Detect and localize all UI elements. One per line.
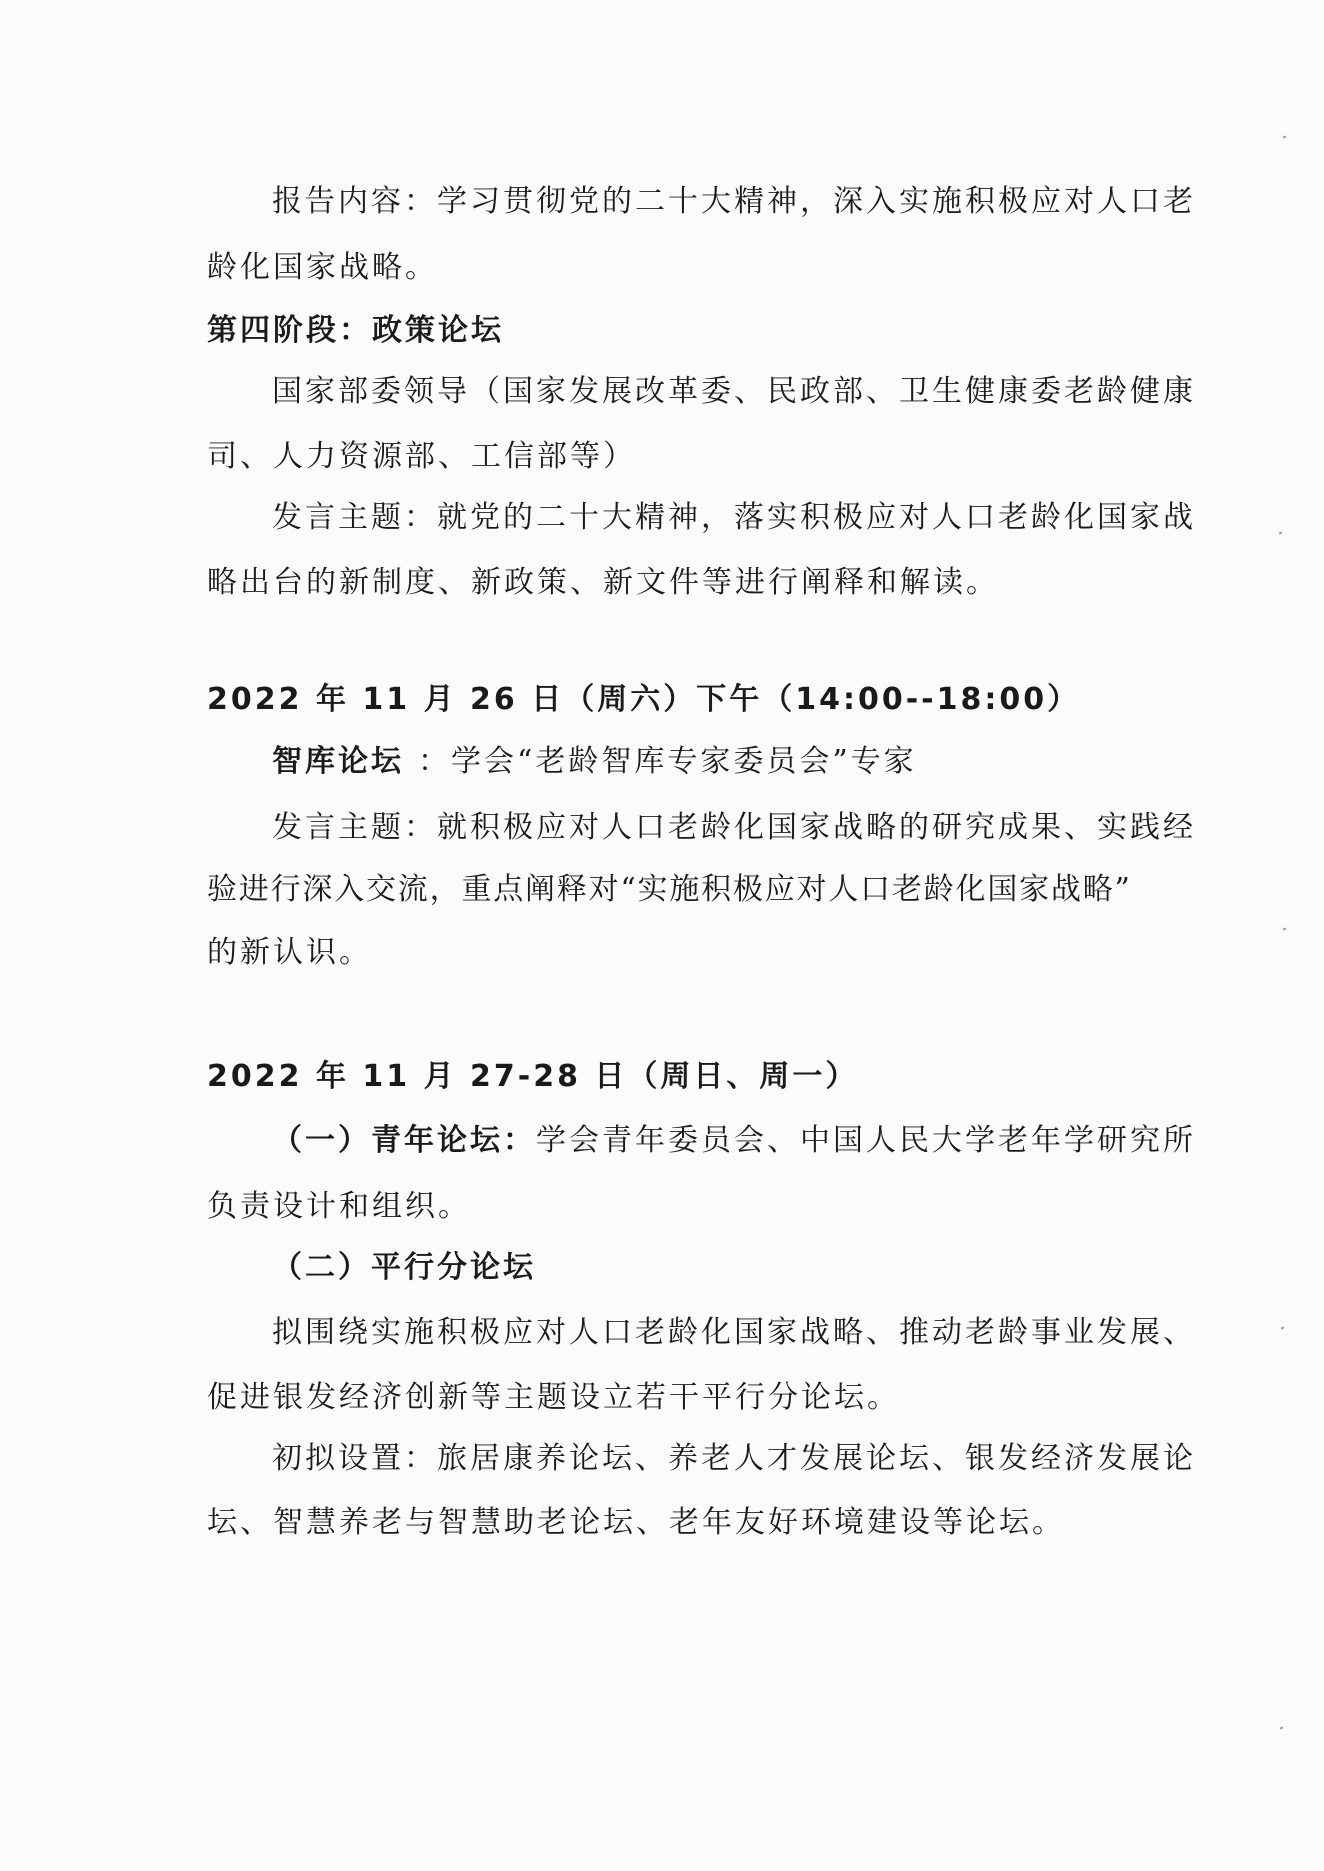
ministry-leaders-line-1: 国家部委领导（国家发展改革委、民政部、卫生健康委老龄健康 [272, 374, 1196, 409]
scan-speck [1281, 1326, 1285, 1329]
section-heading-stage-four: 第四阶段：政策论坛 [207, 313, 504, 348]
ministry-leaders-line-2: 司、人力资源部、工信部等） [207, 439, 636, 474]
parallel-forum-line-1: 拟围绕实施积极应对人口老龄化国家战略、推动老龄事业发展、 [272, 1315, 1196, 1350]
think-tank-forum-label: 智库论坛 [272, 744, 404, 779]
parallel-forum-heading: （二）平行分论坛 [272, 1250, 536, 1285]
preliminary-setup-line-2: 坛、智慧养老与智慧助老论坛、老年友好环境建设等论坛。 [207, 1505, 1065, 1540]
date-heading-nov-27-28: 2022 年 11 月 27-28 日（周日、周一） [207, 1059, 859, 1094]
date-heading-nov-26: 2022 年 11 月 26 日（周六）下午（14:00--18:00） [207, 682, 1081, 717]
speech-topic-line-2: 略出台的新制度、新政策、新文件等进行阐释和解读。 [207, 565, 999, 600]
report-content-line-2: 龄化国家战略。 [207, 250, 438, 285]
think-tank-topic-line-1: 发言主题：就积极应对人口老龄化国家战略的研究成果、实践经 [272, 810, 1196, 845]
scan-speck [1283, 927, 1287, 930]
scan-speck [1279, 531, 1283, 534]
scan-speck [1280, 1726, 1284, 1729]
parallel-forum-line-2: 促进银发经济创新等主题设立若干平行分论坛。 [207, 1380, 900, 1415]
speech-topic-line-1: 发言主题：就党的二十大精神，落实积极应对人口老龄化国家战 [272, 500, 1196, 535]
youth-forum-line-1 [272, 1121, 1196, 1161]
report-content-line-1: 报告内容：学习贯彻党的二十大精神，深入实施积极应对人口老 [272, 184, 1196, 219]
youth-forum-line-2: 负责设计和组织。 [207, 1189, 471, 1224]
youth-forum-desc: 学会青年委员会、中国人民大学老年学研究所 [536, 1123, 1196, 1158]
think-tank-forum-line [272, 742, 917, 782]
think-tank-topic-line-3: 的新认识。 [207, 935, 372, 970]
preliminary-setup-line-1: 初拟设置：旅居康养论坛、养老人才发展论坛、银发经济发展论 [272, 1441, 1196, 1476]
think-tank-forum-desc: ：学会“老龄智库专家委员会”专家 [418, 744, 917, 779]
think-tank-topic-line-2: 验进行深入交流，重点阐释对“实施积极应对人口老龄化国家战略” [207, 872, 1132, 907]
youth-forum-label: （一）青年论坛： [272, 1123, 536, 1158]
scan-speck [1283, 135, 1287, 138]
